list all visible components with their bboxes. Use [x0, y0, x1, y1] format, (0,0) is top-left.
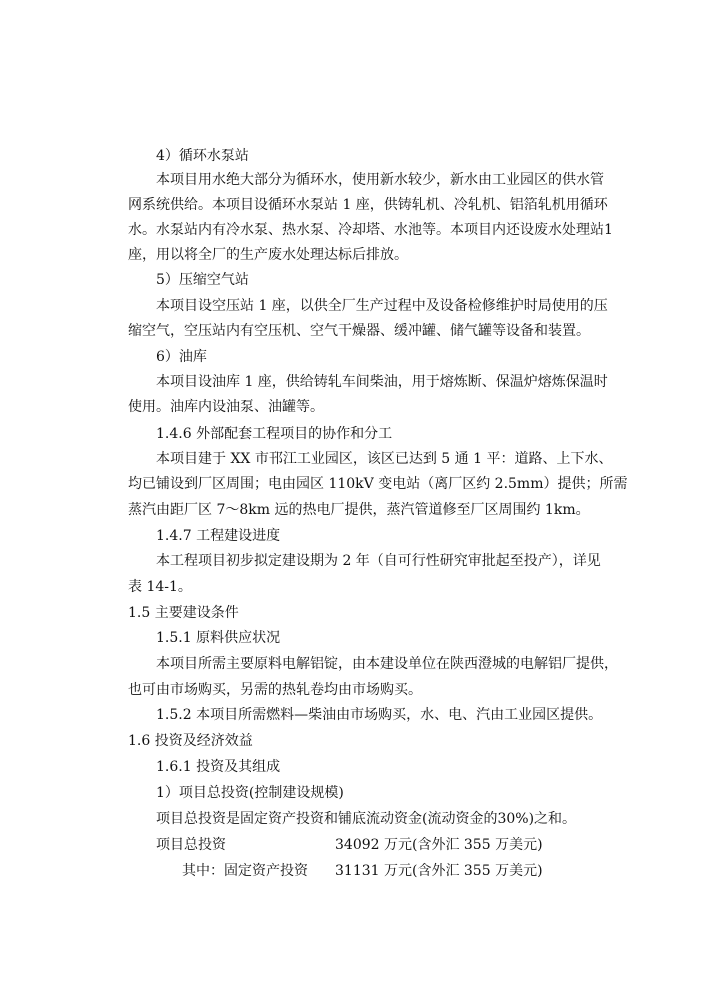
investment-value: 31131 万元(含外汇 355 万美元)	[335, 863, 543, 879]
paragraph-line: 水。水泵站内有冷水泵、热水泵、冷却塔、水池等。本项目内还设废水处理站1	[128, 222, 613, 238]
paragraph-line: 本项目所需主要原料电解铝锭，由本建设单位在陕西澄城的电解铝厂提供，	[156, 656, 618, 672]
paragraph-line: 表 14-1。	[128, 579, 192, 595]
heading-1-5-1: 1.5.1 原料供应状况	[156, 630, 281, 646]
heading-1-4-7: 1.4.7 工程建设进度	[156, 528, 281, 544]
investment-label: 项目总投资	[156, 837, 226, 853]
heading-1-6-1: 1.6.1 投资及其组成	[156, 759, 281, 775]
heading-1-6: 1.6 投资及经济效益	[128, 733, 253, 749]
heading-1-5-2: 1.5.2 本项目所需燃料—柴油由市场购买，水、电、汽由工业园区提供。	[156, 707, 603, 723]
paragraph-line: 缩空气，空压站内有空压机、空气干燥器、缓冲罐、储气罐等设备和装置。	[128, 323, 590, 339]
paragraph-line: 也可由市场购买，另需的热轧卷均由市场购买。	[128, 682, 422, 698]
heading-compressed-air: 5）压缩空气站	[156, 272, 249, 288]
paragraph-line: 本项目设油库 1 座，供给铸轧车间柴油，用于熔炼断、保温炉熔炼保温时	[156, 374, 608, 390]
paragraph-line: 网系统供给。本项目设循环水泵站 1 座，供铸轧机、冷轧机、铝箔轧机用循环	[128, 197, 608, 213]
paragraph-line: 均已铺设到厂区周围；电由园区 110kV 变电站（离厂区约 2.5mm）提供；所需	[128, 476, 628, 492]
heading-1-5: 1.5 主要建设条件	[128, 605, 239, 621]
paragraph-line: 本项目设空压站 1 座，以供全厂生产过程中及设备检修维护时局使用的压	[156, 298, 608, 314]
heading-oil-depot: 6）油库	[156, 349, 207, 365]
paragraph-line: 项目总投资是固定资产投资和铺底流动资金(流动资金的30%)之和。	[156, 811, 577, 827]
heading-pump-station: 4）循环水泵站	[156, 148, 249, 164]
investment-value: 34092 万元(含外汇 355 万美元)	[335, 837, 543, 853]
paragraph-line: 本项目建于 XX 市邗江工业园区，该区已达到 5 通 1 平：道路、上下水、	[156, 451, 613, 467]
paragraph-line: 蒸汽由距厂区 7～8km 远的热电厂提供，蒸汽管道修至厂区周围约 1km。	[128, 502, 590, 518]
investment-label: 其中：固定资产投资	[182, 863, 308, 879]
heading-1-4-6: 1.4.6 外部配套工程项目的协作和分工	[156, 426, 393, 442]
paragraph-line: 本工程项目初步拟定建设期为 2 年（自可行性研究审批起至投产），详见	[156, 553, 601, 569]
heading-total-investment: 1）项目总投资(控制建设规模)	[156, 785, 344, 801]
paragraph-line: 座，用以将全厂的生产废水处理达标后排放。	[128, 247, 408, 263]
paragraph-line: 使用。油库内设油泵、油罐等。	[128, 399, 324, 415]
paragraph-line: 本项目用水绝大部分为循环水，使用新水较少，新水由工业园区的供水管	[156, 172, 604, 188]
